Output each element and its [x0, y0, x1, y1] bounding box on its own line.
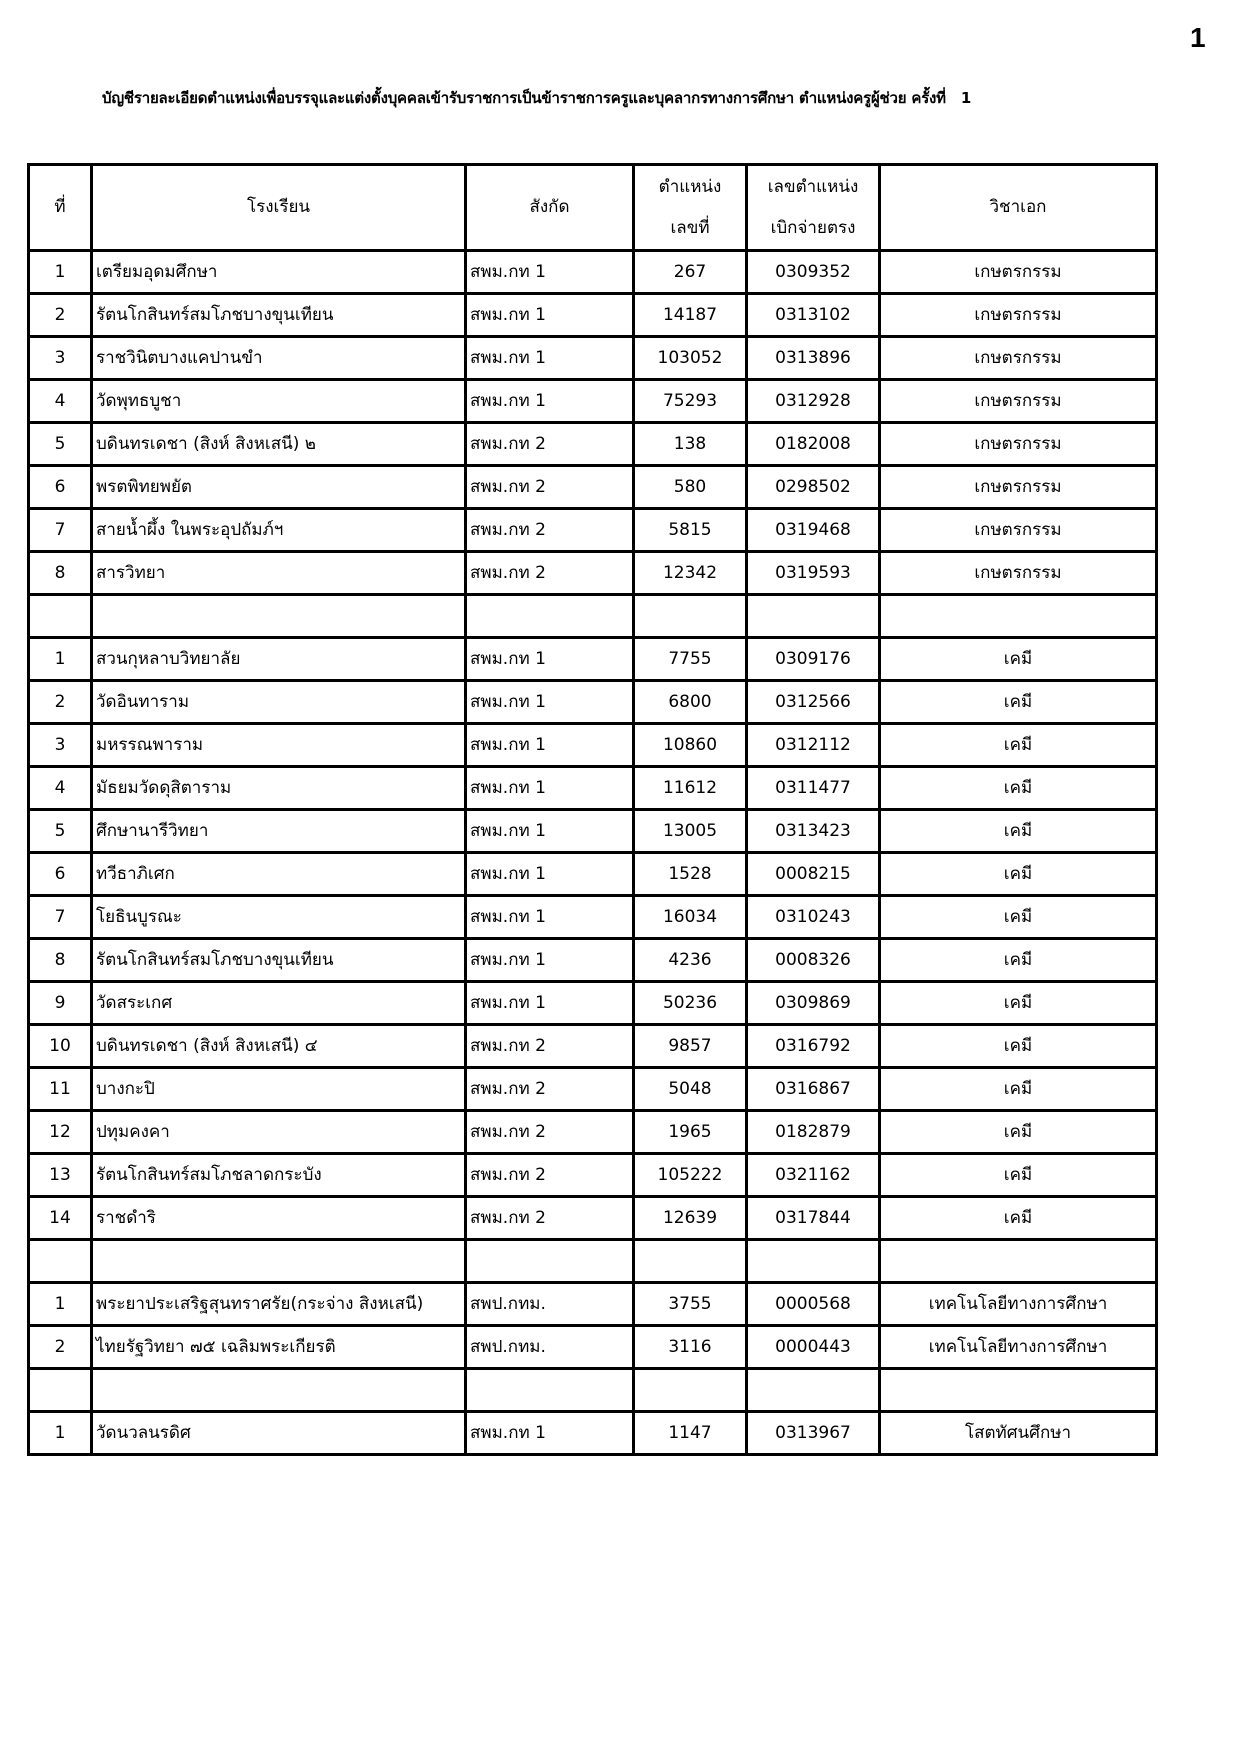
cell-area: สพม.กท 1	[466, 853, 634, 896]
cell-position-number: 103052	[634, 337, 747, 380]
cell-school: มหรรณพาราม	[92, 724, 466, 767]
cell-pay-number: 0313967	[747, 1412, 880, 1455]
cell-major: โสตทัศนศึกษา	[880, 1412, 1157, 1455]
cell-position-number: 267	[634, 251, 747, 294]
cell-pay-number: 0182879	[747, 1111, 880, 1154]
cell-pay-number	[747, 1369, 880, 1412]
cell-school: พรตพิทยพยัต	[92, 466, 466, 509]
header-area: สังกัด	[466, 165, 634, 251]
cell-position-number: 1965	[634, 1111, 747, 1154]
cell-school: ทวีธาภิเศก	[92, 853, 466, 896]
cell-area: สพม.กท 1	[466, 982, 634, 1025]
cell-school: ไทยรัฐวิทยา ๗๕ เฉลิมพระเกียรติ	[92, 1326, 466, 1369]
table-header-row	[29, 165, 1157, 251]
cell-major	[880, 1240, 1157, 1283]
table-row	[29, 1154, 1157, 1197]
cell-school: โยธินบูรณะ	[92, 896, 466, 939]
document-title-round: 1	[960, 89, 972, 107]
cell-pay-number: 0008215	[747, 853, 880, 896]
cell-major	[880, 1369, 1157, 1412]
cell-position-number: 6800	[634, 681, 747, 724]
cell-major: เคมี	[880, 939, 1157, 982]
cell-pay-number: 0312928	[747, 380, 880, 423]
cell-pay-number: 0000443	[747, 1326, 880, 1369]
cell-pay-number: 0298502	[747, 466, 880, 509]
cell-position-number: 50236	[634, 982, 747, 1025]
cell-major: เทคโนโลยีทางการศึกษา	[880, 1326, 1157, 1369]
cell-school: สารวิทยา	[92, 552, 466, 595]
header-pay-line1: เลขตำแหน่ง	[767, 176, 859, 197]
cell-major: เกษตรกรรม	[880, 466, 1157, 509]
table-row	[29, 337, 1157, 380]
cell-area	[466, 1369, 634, 1412]
cell-area: สพม.กท 2	[466, 1025, 634, 1068]
cell-no	[29, 595, 92, 638]
cell-school: พระยาประเสริฐสุนทราศรัย(กระจ่าง สิงหเสนี)	[92, 1283, 466, 1326]
cell-area: สพป.กทม.	[466, 1326, 634, 1369]
cell-no: 10	[29, 1025, 92, 1068]
header-school: โรงเรียน	[92, 165, 466, 251]
cell-area	[466, 595, 634, 638]
cell-school: บดินทรเดชา (สิงห์ สิงหเสนี) ๒	[92, 423, 466, 466]
cell-no: 2	[29, 1326, 92, 1369]
cell-no: 12	[29, 1111, 92, 1154]
header-position-number	[634, 165, 747, 251]
cell-school: รัตนโกสินทร์สมโภชบางขุนเทียน	[92, 939, 466, 982]
cell-no: 8	[29, 552, 92, 595]
cell-position-number: 5815	[634, 509, 747, 552]
cell-area: สพม.กท 2	[466, 1068, 634, 1111]
cell-area: สพม.กท 2	[466, 552, 634, 595]
cell-area: สพม.กท 2	[466, 466, 634, 509]
table-row	[29, 1068, 1157, 1111]
table-row	[29, 294, 1157, 337]
table-row	[29, 638, 1157, 681]
page-number: 1	[1190, 22, 1206, 53]
cell-area: สพม.กท 1	[466, 380, 634, 423]
table-row	[29, 724, 1157, 767]
header-pay-line2: เบิกจ่ายตรง	[770, 217, 856, 238]
cell-pay-number: 0313896	[747, 337, 880, 380]
table-row	[29, 1326, 1157, 1369]
table-row	[29, 466, 1157, 509]
cell-position-number: 105222	[634, 1154, 747, 1197]
cell-area: สพม.กท 1	[466, 638, 634, 681]
cell-school: วัดอินทาราม	[92, 681, 466, 724]
table-row	[29, 380, 1157, 423]
cell-no: 8	[29, 939, 92, 982]
cell-pay-number: 0008326	[747, 939, 880, 982]
cell-area: สพม.กท 1	[466, 337, 634, 380]
cell-no: 9	[29, 982, 92, 1025]
cell-area: สพม.กท 1	[466, 896, 634, 939]
cell-pay-number: 0309352	[747, 251, 880, 294]
cell-major: เคมี	[880, 810, 1157, 853]
table-row	[29, 1111, 1157, 1154]
cell-no: 14	[29, 1197, 92, 1240]
cell-area: สพม.กท 2	[466, 423, 634, 466]
cell-major: เกษตรกรรม	[880, 380, 1157, 423]
cell-pay-number: 0000568	[747, 1283, 880, 1326]
cell-major: เกษตรกรรม	[880, 509, 1157, 552]
cell-school: ราชดำริ	[92, 1197, 466, 1240]
cell-area	[466, 1240, 634, 1283]
cell-school: รัตนโกสินทร์สมโภชลาดกระบัง	[92, 1154, 466, 1197]
cell-no: 2	[29, 681, 92, 724]
cell-position-number: 1528	[634, 853, 747, 896]
table-row	[29, 1197, 1157, 1240]
cell-position-number: 1147	[634, 1412, 747, 1455]
cell-pay-number: 0319468	[747, 509, 880, 552]
cell-area: สพม.กท 2	[466, 509, 634, 552]
cell-major: เคมี	[880, 853, 1157, 896]
cell-school	[92, 1369, 466, 1412]
cell-school: วัดสระเกศ	[92, 982, 466, 1025]
table-row	[29, 810, 1157, 853]
table-row-separator	[29, 1240, 1157, 1283]
cell-position-number: 12342	[634, 552, 747, 595]
cell-major: เกษตรกรรม	[880, 552, 1157, 595]
cell-major: เคมี	[880, 1068, 1157, 1111]
cell-position-number: 12639	[634, 1197, 747, 1240]
table-row-separator	[29, 1369, 1157, 1412]
cell-no: 4	[29, 380, 92, 423]
table-row	[29, 1412, 1157, 1455]
cell-major: เคมี	[880, 982, 1157, 1025]
cell-area: สพม.กท 1	[466, 294, 634, 337]
cell-no: 11	[29, 1068, 92, 1111]
cell-pay-number: 0319593	[747, 552, 880, 595]
cell-school: บางกะปิ	[92, 1068, 466, 1111]
header-position-line2: เลขที่	[670, 217, 710, 238]
cell-no: 5	[29, 423, 92, 466]
cell-area: สพม.กท 1	[466, 724, 634, 767]
cell-major: เคมี	[880, 638, 1157, 681]
cell-school: มัธยมวัดดุสิตาราม	[92, 767, 466, 810]
cell-school: สวนกุหลาบวิทยาลัย	[92, 638, 466, 681]
cell-school: รัตนโกสินทร์สมโภชบางขุนเทียน	[92, 294, 466, 337]
cell-major: เกษตรกรรม	[880, 337, 1157, 380]
table-row	[29, 423, 1157, 466]
cell-school: สายน้ำผึ้ง ในพระอุปถัมภ์ฯ	[92, 509, 466, 552]
cell-school: วัดนวลนรดิศ	[92, 1412, 466, 1455]
cell-area: สพม.กท 1	[466, 810, 634, 853]
cell-major: เคมี	[880, 1197, 1157, 1240]
header-no: ที่	[29, 165, 92, 251]
cell-pay-number	[747, 595, 880, 638]
cell-area: สพม.กท 2	[466, 1111, 634, 1154]
table-row	[29, 853, 1157, 896]
cell-no: 4	[29, 767, 92, 810]
cell-area: สพม.กท 1	[466, 939, 634, 982]
cell-position-number: 9857	[634, 1025, 747, 1068]
cell-pay-number: 0317844	[747, 1197, 880, 1240]
table-row	[29, 982, 1157, 1025]
cell-no: 6	[29, 466, 92, 509]
table-row	[29, 552, 1157, 595]
cell-position-number	[634, 1369, 747, 1412]
cell-position-number: 7755	[634, 638, 747, 681]
cell-no	[29, 1240, 92, 1283]
cell-school	[92, 1240, 466, 1283]
header-position-line1: ตำแหน่ง	[658, 176, 722, 197]
table-row	[29, 767, 1157, 810]
cell-pay-number: 0316867	[747, 1068, 880, 1111]
cell-pay-number: 0321162	[747, 1154, 880, 1197]
cell-pay-number: 0182008	[747, 423, 880, 466]
cell-position-number: 75293	[634, 380, 747, 423]
cell-no: 1	[29, 251, 92, 294]
cell-major: เคมี	[880, 1111, 1157, 1154]
cell-pay-number: 0316792	[747, 1025, 880, 1068]
table-row	[29, 939, 1157, 982]
table-row	[29, 1283, 1157, 1326]
cell-major: เคมี	[880, 1154, 1157, 1197]
cell-pay-number: 0310243	[747, 896, 880, 939]
cell-area: สพม.กท 1	[466, 251, 634, 294]
cell-position-number: 10860	[634, 724, 747, 767]
cell-no: 2	[29, 294, 92, 337]
header-major: วิชาเอก	[880, 165, 1157, 251]
table-row	[29, 681, 1157, 724]
cell-school	[92, 595, 466, 638]
cell-pay-number: 0309869	[747, 982, 880, 1025]
document-title-text: บัญชีรายละเอียดตำแหน่งเพื่อบรรจุและแต่งตั้งบุคคลเข้ารับราชการเป็นข้าราชการครูและบุคลากรทางการศึกษา ตำแหน่งครูผู้ช่วย ครั้งที่	[102, 89, 946, 107]
cell-pay-number	[747, 1240, 880, 1283]
cell-no: 1	[29, 638, 92, 681]
table-row	[29, 509, 1157, 552]
cell-pay-number: 0312112	[747, 724, 880, 767]
cell-position-number: 5048	[634, 1068, 747, 1111]
cell-pay-number: 0313423	[747, 810, 880, 853]
cell-position-number: 11612	[634, 767, 747, 810]
cell-position-number	[634, 595, 747, 638]
positions-table	[27, 163, 1158, 1456]
cell-no: 7	[29, 509, 92, 552]
cell-no: 5	[29, 810, 92, 853]
table-body	[29, 251, 1157, 1455]
cell-no: 1	[29, 1283, 92, 1326]
cell-pay-number: 0311477	[747, 767, 880, 810]
cell-position-number: 4236	[634, 939, 747, 982]
cell-major	[880, 595, 1157, 638]
table-row	[29, 896, 1157, 939]
cell-major: เกษตรกรรม	[880, 294, 1157, 337]
cell-major: เคมี	[880, 724, 1157, 767]
cell-position-number: 16034	[634, 896, 747, 939]
cell-position-number: 13005	[634, 810, 747, 853]
cell-no: 13	[29, 1154, 92, 1197]
cell-major: เคมี	[880, 1025, 1157, 1068]
cell-position-number: 580	[634, 466, 747, 509]
cell-area: สพม.กท 1	[466, 767, 634, 810]
cell-school: เตรียมอุดมศึกษา	[92, 251, 466, 294]
cell-major: เทคโนโลยีทางการศึกษา	[880, 1283, 1157, 1326]
cell-school: ศึกษานารีวิทยา	[92, 810, 466, 853]
cell-position-number	[634, 1240, 747, 1283]
header-pay-number	[747, 165, 880, 251]
cell-position-number: 14187	[634, 294, 747, 337]
cell-major: เกษตรกรรม	[880, 423, 1157, 466]
table-row	[29, 251, 1157, 294]
cell-pay-number: 0309176	[747, 638, 880, 681]
cell-no: 3	[29, 724, 92, 767]
cell-area: สพม.กท 1	[466, 1412, 634, 1455]
cell-pay-number: 0313102	[747, 294, 880, 337]
document-title	[102, 86, 1102, 110]
table-row-separator	[29, 595, 1157, 638]
cell-area: สพม.กท 1	[466, 681, 634, 724]
cell-pay-number: 0312566	[747, 681, 880, 724]
cell-major: เกษตรกรรม	[880, 251, 1157, 294]
cell-no: 6	[29, 853, 92, 896]
cell-major: เคมี	[880, 896, 1157, 939]
cell-area: สพม.กท 2	[466, 1197, 634, 1240]
cell-no: 3	[29, 337, 92, 380]
cell-school: วัดพุทธบูชา	[92, 380, 466, 423]
table-row	[29, 1025, 1157, 1068]
cell-school: บดินทรเดชา (สิงห์ สิงหเสนี) ๔	[92, 1025, 466, 1068]
cell-position-number: 3116	[634, 1326, 747, 1369]
cell-major: เคมี	[880, 681, 1157, 724]
cell-school: ปทุมคงคา	[92, 1111, 466, 1154]
cell-area: สพม.กท 2	[466, 1154, 634, 1197]
cell-no: 7	[29, 896, 92, 939]
cell-area: สพป.กทม.	[466, 1283, 634, 1326]
cell-no: 1	[29, 1412, 92, 1455]
cell-position-number: 3755	[634, 1283, 747, 1326]
cell-major: เคมี	[880, 767, 1157, 810]
cell-no	[29, 1369, 92, 1412]
cell-position-number: 138	[634, 423, 747, 466]
cell-school: ราชวินิตบางแคปานขำ	[92, 337, 466, 380]
